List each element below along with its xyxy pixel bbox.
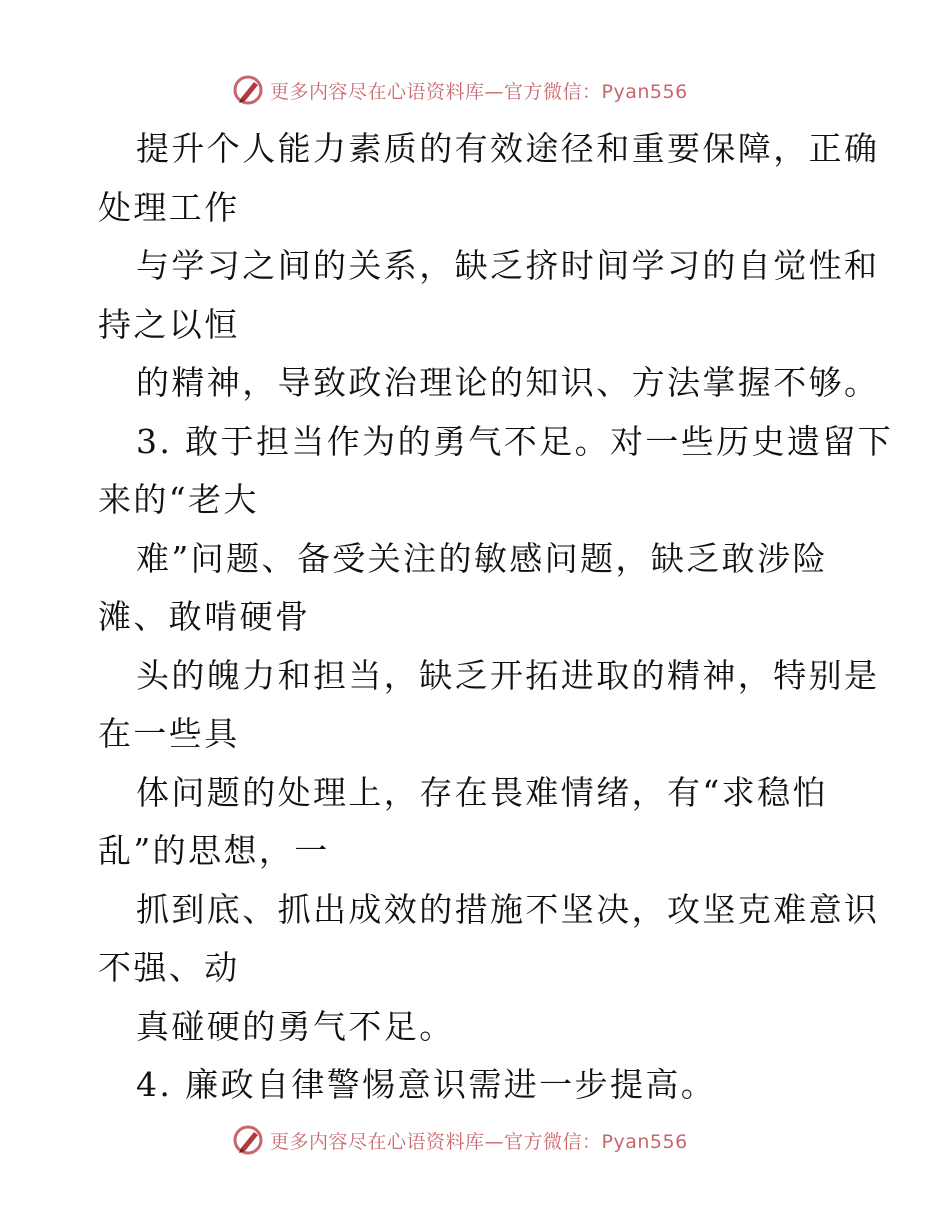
pen-logo-icon bbox=[232, 74, 264, 106]
text-line: 处理工作 bbox=[98, 187, 240, 227]
text-line: 持之以恒 bbox=[98, 304, 240, 344]
text-line: 提升个人能力素质的有效途径和重要保障，正确 bbox=[136, 129, 880, 168]
text-line: 不强、动 bbox=[98, 948, 240, 987]
text-line: 在一些具 bbox=[98, 714, 240, 753]
text-line: 真碰硬的勇气不足。 bbox=[136, 1006, 455, 1046]
text-line: 难”问题、备受关注的敏感问题，缺乏敢涉险 bbox=[136, 538, 828, 578]
pen-logo-icon bbox=[232, 1124, 264, 1156]
document-body bbox=[98, 120, 894, 1115]
text-line: 体问题的处理上，存在畏难情绪，有“求稳怕 bbox=[136, 772, 828, 812]
footer-watermark bbox=[232, 1120, 688, 1160]
text-line: 滩、敢啃硬骨 bbox=[98, 597, 311, 636]
text-line: 3. 敢于担当作为的勇气不足。对一些历史遗留下 bbox=[136, 421, 894, 461]
text-line: 与学习之间的关系，缺乏挤时间学习的自觉性和 bbox=[136, 246, 880, 285]
text-line: 4. 廉政自律警惕意识需进一步提高。 bbox=[136, 1065, 717, 1104]
text-line: 抓到底、抓出成效的措施不坚决，攻坚克难意识 bbox=[136, 889, 880, 929]
text-line: 的精神，导致政治理论的知识、方法掌握不够。 bbox=[136, 363, 880, 402]
text-line: 乱”的思想，一 bbox=[98, 831, 330, 870]
header-watermark bbox=[232, 70, 688, 110]
text-line: 头的魄力和担当，缺乏开拓进取的精神，特别是 bbox=[136, 655, 880, 695]
watermark-text: 更多内容尽在心语资料库—官方微信：Pyan556 bbox=[270, 1130, 688, 1153]
watermark-text: 更多内容尽在心语资料库—官方微信：Pyan556 bbox=[270, 80, 688, 103]
text-line: 来的“老大 bbox=[98, 480, 259, 519]
